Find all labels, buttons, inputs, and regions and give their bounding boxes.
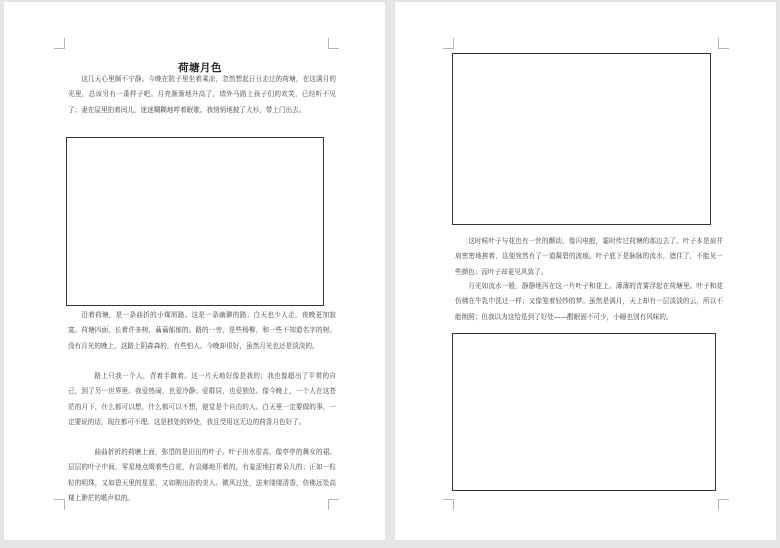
- image-placeholder-1[interactable]: [66, 137, 324, 306]
- margin-mark-bottom-left: [443, 499, 454, 510]
- image-placeholder-3[interactable]: [452, 333, 716, 491]
- paragraph-5[interactable]: 这时候叶子与花也有一丝的颤动，像闪电般，霎时传过荷塘的那边去了。叶子本是肩并肩密密地挨着，这便宛然有了一道凝碧的波痕。叶子底下是脉脉的流水，遮住了，不能见一些颜色；而叶子却更见风致了。: [455, 237, 723, 276]
- image-placeholder-2[interactable]: [452, 53, 711, 225]
- paragraph-1[interactable]: 这几天心里颇不宁静。今晚在院子里坐着乘凉，忽然想起日日走过的荷塘，在这满月的光里，总该另有一番样子吧。月亮渐渐地升高了，墙外马路上孩子们的欢笑，已经听不见了；妻在屋里拍着闰儿，迷迷糊糊地哼着眠歌。我悄悄地披了大衫，带上门出去。: [68, 75, 336, 114]
- margin-mark-top-right: [328, 38, 339, 49]
- margin-mark-top-right: [718, 38, 729, 49]
- paragraph-4[interactable]: 曲曲折折的荷塘上面，弥望的是田田的叶子。叶子出水很高，像亭亭的舞女的裙。层层的叶子中间，零星地点缀着些白花，有袅娜地开着的，有羞涩地打着朵儿的；正如一粒粒的明珠，又如碧天里的星星，又如刚出浴的美人。微风过处，送来缕缕清香，仿佛远处高楼上渺茫的歌声似的。: [68, 448, 336, 502]
- margin-mark-top-left: [54, 38, 65, 49]
- document-page-1: [4, 2, 385, 540]
- paragraph-6[interactable]: 月光如流水一般，静静地泻在这一片叶子和花上。薄薄的青雾浮起在荷塘里。叶子和花仿佛在牛乳中洗过一样；又像笼着轻纱的梦。虽然是满月，天上却有一层淡淡的云，所以不能朗照；但我以为这恰是到了好处——酣眠固不可少，小睡也别有风味的。: [455, 282, 723, 321]
- margin-mark-bottom-right: [718, 499, 729, 510]
- document-title: 荷塘月色: [178, 62, 222, 74]
- paragraph-2[interactable]: 沿着荷塘，是一条曲折的小煤屑路。这是一条幽僻的路；白天也少人走，夜晚更加寂寞。荷塘四面，长着许多树，蓊蓊郁郁的。路的一旁，是些杨柳，和一些不知道名字的树。没有月光的晚上，这路上阴森森的，有些怕人。今晚却很好，虽然月光也还是淡淡的。: [68, 311, 336, 350]
- margin-mark-bottom-left: [54, 499, 65, 510]
- document-page-2: [395, 2, 776, 540]
- margin-mark-top-left: [443, 38, 454, 49]
- paragraph-3[interactable]: 路上只我一个人，背着手踱着。这一片天地好像是我的；我也像超出了平常的自己，到了另一世界里。我爱热闹，也爱冷静；爱群居，也爱独处。像今晚上，一个人在这苍茫的月下，什么都可以想，什么都可以不想，便觉是个自由的人。白天里一定要做的事，一定要说的话，现在都可不理。这是独处的妙处，我且受用这无边的荷香月色好了。: [68, 372, 336, 426]
